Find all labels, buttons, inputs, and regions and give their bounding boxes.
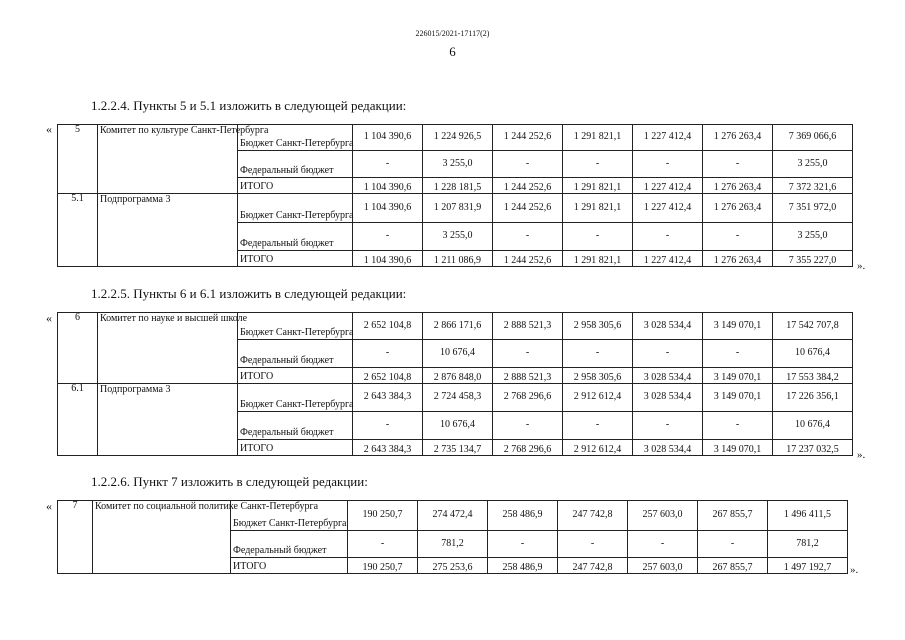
value-cell: - bbox=[633, 412, 703, 440]
section-heading-3: 1.2.2.6. Пункт 7 изложить в следующей редакции: bbox=[91, 474, 368, 489]
section-heading-1: 1.2.2.4. Пункты 5 и 5.1 изложить в следующей редакции: bbox=[91, 98, 407, 113]
funding-source-cell: Федеральный бюджет bbox=[238, 151, 353, 178]
total-value-cell: 781,2 bbox=[768, 531, 848, 558]
total-value-cell: 10 676,4 bbox=[773, 412, 853, 440]
value-cell: 3 149 070,1 bbox=[703, 368, 773, 384]
value-cell: - bbox=[703, 412, 773, 440]
value-cell: - bbox=[703, 223, 773, 251]
value-cell: - bbox=[633, 223, 703, 251]
value-cell: - bbox=[703, 151, 773, 178]
value-cell: 1 291 821,1 bbox=[563, 251, 633, 267]
value-cell: 1 291 821,1 bbox=[563, 178, 633, 194]
executor-name-cell: Подпрограмма 3 bbox=[98, 194, 238, 267]
close-quote-3: ». bbox=[850, 564, 859, 576]
total-value-cell: 7 351 972,0 bbox=[773, 194, 853, 223]
value-cell: 10 676,4 bbox=[423, 340, 493, 368]
value-cell: - bbox=[628, 531, 698, 558]
value-cell: - bbox=[493, 340, 563, 368]
value-cell: 247 742,8 bbox=[558, 501, 628, 531]
value-cell: 1 276 263,4 bbox=[703, 251, 773, 267]
table-row bbox=[58, 384, 853, 412]
value-cell: - bbox=[563, 412, 633, 440]
total-value-cell: 17 237 032,5 bbox=[773, 440, 853, 456]
open-quote-3: « bbox=[46, 499, 52, 513]
value-cell: - bbox=[563, 151, 633, 178]
value-cell: 1 276 263,4 bbox=[703, 125, 773, 151]
value-cell: 1 227 412,4 bbox=[633, 251, 703, 267]
open-quote-1: « bbox=[46, 122, 52, 136]
value-cell: 267 855,7 bbox=[698, 558, 768, 574]
value-cell: 1 227 412,4 bbox=[633, 178, 703, 194]
table-row bbox=[58, 125, 853, 151]
value-cell: 1 211 086,9 bbox=[423, 251, 493, 267]
total-value-cell: 7 369 066,6 bbox=[773, 125, 853, 151]
close-quote-2: ». bbox=[857, 449, 866, 461]
funding-source-cell: Федеральный бюджет bbox=[231, 531, 348, 558]
funding-source-cell: Бюджет Санкт-Петербурга bbox=[238, 194, 353, 223]
value-cell: 1 276 263,4 bbox=[703, 178, 773, 194]
value-cell: - bbox=[493, 412, 563, 440]
value-cell: 257 603,0 bbox=[628, 501, 698, 531]
open-quote-2: « bbox=[46, 311, 52, 325]
funding-source-cell: Бюджет Санкт-Петербурга bbox=[238, 384, 353, 412]
value-cell: 2 724 458,3 bbox=[423, 384, 493, 412]
funding-source-cell: ИТОГО bbox=[231, 558, 348, 574]
table-row bbox=[58, 501, 848, 531]
total-value-cell: 17 226 356,1 bbox=[773, 384, 853, 412]
value-cell: 3 149 070,1 bbox=[703, 440, 773, 456]
value-cell: 1 227 412,4 bbox=[633, 125, 703, 151]
funding-source-cell: Федеральный бюджет bbox=[238, 412, 353, 440]
value-cell: 3 255,0 bbox=[423, 223, 493, 251]
value-cell: 1 276 263,4 bbox=[703, 194, 773, 223]
value-cell: 275 253,6 bbox=[418, 558, 488, 574]
value-cell: 2 652 104,8 bbox=[353, 313, 423, 340]
value-cell: - bbox=[558, 531, 628, 558]
value-cell: 1 227 412,4 bbox=[633, 194, 703, 223]
row-number-cell: 6.1 bbox=[58, 384, 98, 456]
funding-source-cell: Бюджет Санкт-Петербурга bbox=[238, 125, 353, 151]
value-cell: 1 104 390,6 bbox=[353, 251, 423, 267]
value-cell: 3 028 534,4 bbox=[633, 313, 703, 340]
executor-name-cell: Комитет по культуре Санкт-Петербурга bbox=[98, 125, 238, 194]
table-row bbox=[58, 194, 853, 223]
value-cell: 3 028 534,4 bbox=[633, 368, 703, 384]
value-cell: - bbox=[353, 151, 423, 178]
total-value-cell: 1 497 192,7 bbox=[768, 558, 848, 574]
value-cell: 258 486,9 bbox=[488, 501, 558, 531]
total-value-cell: 17 542 707,8 bbox=[773, 313, 853, 340]
close-quote-1: ». bbox=[857, 260, 866, 272]
value-cell: - bbox=[633, 151, 703, 178]
value-cell: 1 244 252,6 bbox=[493, 125, 563, 151]
executor-name-cell: Комитет по науке и высшей школе bbox=[98, 313, 238, 384]
total-value-cell: 10 676,4 bbox=[773, 340, 853, 368]
table-row bbox=[58, 313, 853, 340]
funding-source-cell: ИТОГО bbox=[238, 368, 353, 384]
value-cell: 1 224 926,5 bbox=[423, 125, 493, 151]
value-cell: - bbox=[493, 223, 563, 251]
value-cell: 3 149 070,1 bbox=[703, 313, 773, 340]
funding-source-cell: Бюджет Санкт-Петербурга bbox=[231, 501, 348, 531]
budget-table-3 bbox=[57, 500, 848, 574]
value-cell: - bbox=[353, 412, 423, 440]
value-cell: 2 888 521,3 bbox=[493, 368, 563, 384]
value-cell: 2 768 296,6 bbox=[493, 440, 563, 456]
funding-source-cell: Бюджет Санкт-Петербурга bbox=[238, 313, 353, 340]
value-cell: 1 104 390,6 bbox=[353, 194, 423, 223]
row-number-cell: 7 bbox=[58, 501, 93, 574]
value-cell: - bbox=[353, 223, 423, 251]
total-value-cell: 7 355 227,0 bbox=[773, 251, 853, 267]
value-cell: - bbox=[348, 531, 418, 558]
total-value-cell: 3 255,0 bbox=[773, 151, 853, 178]
funding-source-cell: ИТОГО bbox=[238, 440, 353, 456]
value-cell: - bbox=[563, 223, 633, 251]
total-value-cell: 3 255,0 bbox=[773, 223, 853, 251]
value-cell: 2 652 104,8 bbox=[353, 368, 423, 384]
value-cell: 2 735 134,7 bbox=[423, 440, 493, 456]
funding-source-cell: ИТОГО bbox=[238, 251, 353, 267]
value-cell: 1 244 252,6 bbox=[493, 194, 563, 223]
value-cell: 781,2 bbox=[418, 531, 488, 558]
value-cell: 1 228 181,5 bbox=[423, 178, 493, 194]
budget-table-1 bbox=[57, 124, 853, 267]
value-cell: 3 149 070,1 bbox=[703, 384, 773, 412]
value-cell: 2 768 296,6 bbox=[493, 384, 563, 412]
funding-source-cell: Федеральный бюджет bbox=[238, 340, 353, 368]
value-cell: 257 603,0 bbox=[628, 558, 698, 574]
value-cell: 267 855,7 bbox=[698, 501, 768, 531]
executor-name-cell: Подпрограмма 3 bbox=[98, 384, 238, 456]
value-cell: 1 104 390,6 bbox=[353, 178, 423, 194]
executor-name-cell: Комитет по социальной политике Санкт-Петербурга bbox=[93, 501, 231, 574]
total-value-cell: 7 372 321,6 bbox=[773, 178, 853, 194]
value-cell: 1 244 252,6 bbox=[493, 178, 563, 194]
value-cell: 2 958 305,6 bbox=[563, 368, 633, 384]
funding-source-cell: ИТОГО bbox=[238, 178, 353, 194]
value-cell: 2 643 384,3 bbox=[353, 384, 423, 412]
value-cell: 2 912 612,4 bbox=[563, 384, 633, 412]
section-heading-2: 1.2.2.5. Пункты 6 и 6.1 изложить в следующей редакции: bbox=[91, 286, 407, 301]
value-cell: 2 912 612,4 bbox=[563, 440, 633, 456]
value-cell: 1 291 821,1 bbox=[563, 194, 633, 223]
value-cell: 3 028 534,4 bbox=[633, 440, 703, 456]
total-value-cell: 17 553 384,2 bbox=[773, 368, 853, 384]
value-cell: - bbox=[703, 340, 773, 368]
value-cell: 1 244 252,6 bbox=[493, 251, 563, 267]
row-number-cell: 5.1 bbox=[58, 194, 98, 267]
value-cell: 3 255,0 bbox=[423, 151, 493, 178]
value-cell: 2 866 171,6 bbox=[423, 313, 493, 340]
value-cell: 258 486,9 bbox=[488, 558, 558, 574]
row-number-cell: 6 bbox=[58, 313, 98, 384]
value-cell: 247 742,8 bbox=[558, 558, 628, 574]
value-cell: - bbox=[698, 531, 768, 558]
value-cell: 274 472,4 bbox=[418, 501, 488, 531]
value-cell: 2 643 384,3 bbox=[353, 440, 423, 456]
value-cell: 2 876 848,0 bbox=[423, 368, 493, 384]
value-cell: 1 207 831,9 bbox=[423, 194, 493, 223]
value-cell: 190 250,7 bbox=[348, 501, 418, 531]
value-cell: 2 888 521,3 bbox=[493, 313, 563, 340]
value-cell: 1 104 390,6 bbox=[353, 125, 423, 151]
value-cell: 3 028 534,4 bbox=[633, 384, 703, 412]
value-cell: - bbox=[493, 151, 563, 178]
budget-table-2 bbox=[57, 312, 853, 456]
page-number: 6 bbox=[449, 44, 456, 59]
funding-source-cell: Федеральный бюджет bbox=[238, 223, 353, 251]
value-cell: - bbox=[563, 340, 633, 368]
value-cell: - bbox=[488, 531, 558, 558]
value-cell: - bbox=[633, 340, 703, 368]
document-registration-number: 226015/2021-17117(2) bbox=[415, 29, 490, 38]
row-number-cell: 5 bbox=[58, 125, 98, 194]
value-cell: 10 676,4 bbox=[423, 412, 493, 440]
value-cell: - bbox=[353, 340, 423, 368]
value-cell: 1 291 821,1 bbox=[563, 125, 633, 151]
value-cell: 190 250,7 bbox=[348, 558, 418, 574]
total-value-cell: 1 496 411,5 bbox=[768, 501, 848, 531]
value-cell: 2 958 305,6 bbox=[563, 313, 633, 340]
